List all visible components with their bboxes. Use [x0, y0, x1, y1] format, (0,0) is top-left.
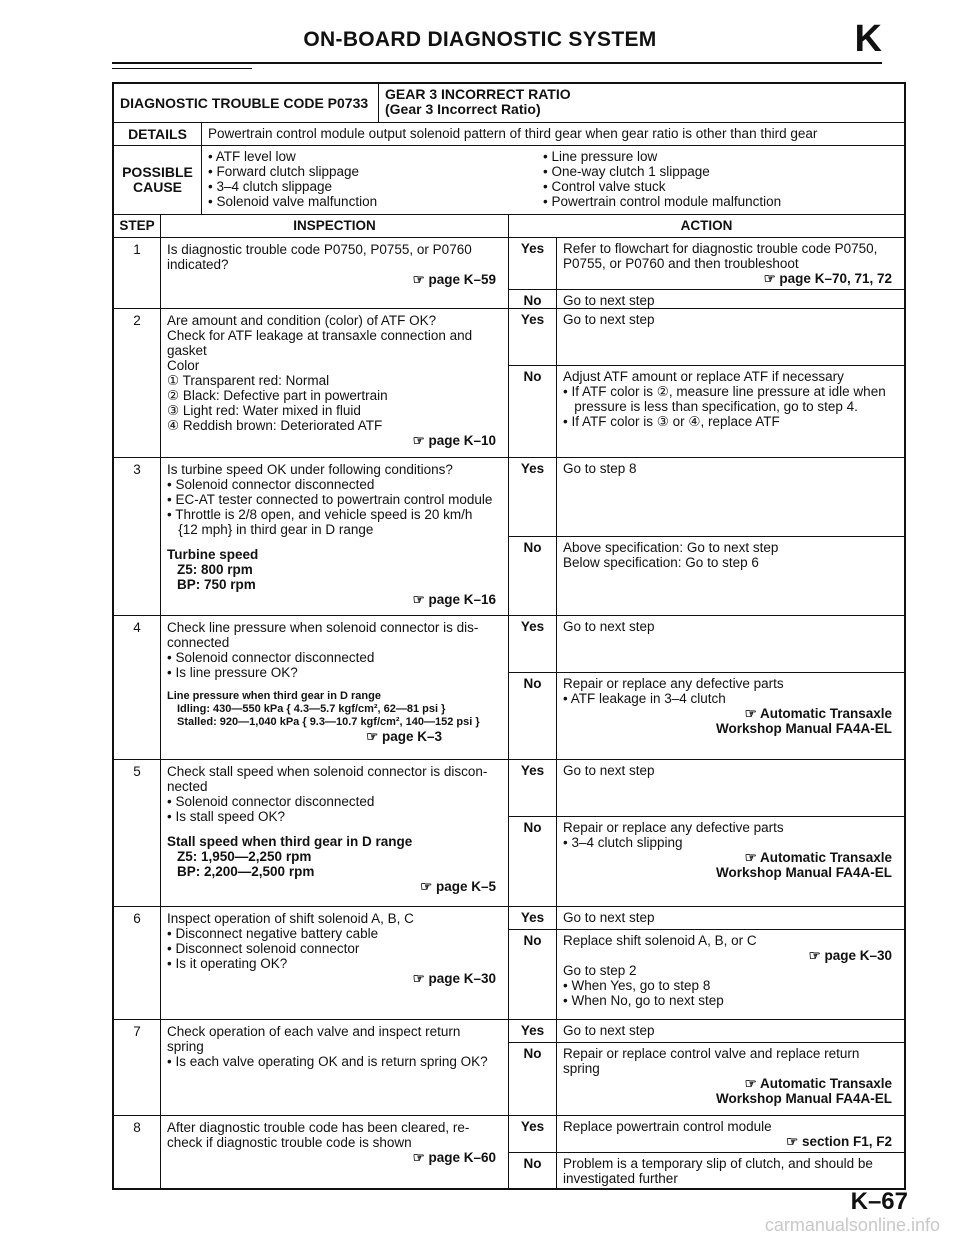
no-action	[557, 537, 904, 615]
action-line: Replace shift solenoid A, B, or C	[563, 933, 757, 948]
details-row	[114, 123, 904, 146]
no-label: No	[509, 930, 557, 1019]
outcome-yes	[509, 907, 904, 930]
no-action	[557, 1153, 904, 1189]
page-ref: ☞ page K–5	[420, 879, 496, 894]
action-line: pressure is less than specification, go to step 4.	[563, 399, 858, 414]
step-row	[114, 309, 904, 458]
inspection-line: • Throttle is 2/8 open, and vehicle speed is 20 km/h	[167, 507, 473, 522]
no-label: No	[509, 1043, 557, 1115]
page-ref: ☞ page K–59	[412, 272, 496, 287]
manual-ref: Workshop Manual FA4A-EL	[715, 721, 892, 736]
action-header: ACTION	[680, 218, 733, 233]
yes-action	[557, 1116, 904, 1152]
yes-action: Go to next step	[563, 312, 655, 327]
inspection-line: ④ Reddish brown: Deteriorated ATF	[167, 418, 383, 433]
cause-list-left	[208, 149, 543, 211]
step-outcomes	[509, 458, 904, 615]
inspection-line: • Solenoid connector disconnected	[167, 477, 375, 492]
step-row	[114, 1020, 904, 1116]
spec-line: Stalled: 920—1,040 kPa { 9.3—10.7 kgf/cm², 140—152 psi }	[177, 716, 480, 728]
page-ref: ☞ page K–16	[412, 592, 496, 607]
code-row	[114, 84, 904, 123]
inspection-line: Are amount and condition (color) of ATF OK?	[167, 313, 437, 328]
inspection-line: • Is line pressure OK?	[167, 665, 298, 680]
page-ref: ☞ page K–30	[412, 971, 496, 986]
cause-item: • ATF level low	[208, 149, 543, 164]
step-number: 5	[114, 760, 161, 906]
step-row	[114, 458, 904, 616]
yes-action: Go to next step	[563, 619, 655, 634]
step-number: 8	[114, 1116, 161, 1188]
yes-action: Go to next step	[563, 1023, 655, 1038]
inspection-line: connected	[167, 635, 230, 650]
inspection-line: spring	[167, 1039, 204, 1054]
spec-title: Stall speed when third gear in D range	[167, 834, 413, 849]
spec-line: BP: 750 rpm	[177, 577, 256, 592]
cause-label-line1: POSSIBLE	[122, 164, 193, 180]
inspection-line: Is diagnostic trouble code P0750, P0755, or P0760	[167, 242, 472, 257]
manual-ref: ☞ Automatic Transaxle	[744, 1076, 892, 1091]
page-ref: ☞ page K–30	[808, 948, 892, 963]
inspection-line: After diagnostic trouble code has been cleared, re-	[167, 1120, 470, 1135]
details-text: Powertrain control module output solenoid pattern of third gear when gear ratio is other than third gear	[208, 126, 818, 141]
step-inspection	[161, 907, 509, 1019]
yes-label: Yes	[509, 238, 557, 289]
action-line: • 3–4 clutch slipping	[563, 835, 683, 850]
yes-action	[557, 238, 904, 289]
page-ref: ☞ page K–10	[412, 433, 496, 448]
diagnostic-table	[112, 82, 906, 1190]
inspection-line: Is turbine speed OK under following conditions?	[167, 462, 453, 477]
page-title: ON-BOARD DIAGNOSTIC SYSTEM	[303, 28, 657, 51]
step-row	[114, 238, 904, 309]
yes-label: Yes	[509, 760, 557, 816]
outcome-yes	[509, 1020, 904, 1043]
yes-label: Yes	[509, 1020, 557, 1042]
inspection-line: Check stall speed when solenoid connector is discon-	[167, 764, 488, 779]
cause-label-line2: CAUSE	[132, 179, 182, 195]
step-row	[114, 616, 904, 760]
code-description	[379, 84, 904, 122]
action-line: • When No, go to next step	[563, 993, 724, 1008]
action-line: spring	[563, 1061, 600, 1076]
step-number: 3	[114, 458, 161, 615]
step-inspection	[161, 458, 509, 615]
step-outcomes	[509, 1020, 904, 1115]
yes-label: Yes	[509, 309, 557, 365]
step-outcomes	[509, 616, 904, 759]
step-outcomes	[509, 907, 904, 1019]
manual-ref: Workshop Manual FA4A-EL	[715, 865, 892, 880]
cause-list-right	[543, 149, 781, 211]
inspection-line: Color	[167, 358, 200, 373]
cause-item: • Powertrain control module malfunction	[543, 194, 781, 209]
step-inspection	[161, 238, 509, 308]
outcome-no	[509, 1043, 904, 1115]
inspection-line: check if diagnostic trouble code is shown	[167, 1135, 412, 1150]
outcome-yes	[509, 760, 904, 817]
inspection-line: • Disconnect solenoid connector	[167, 941, 360, 956]
yes-action: Go to step 8	[563, 461, 637, 476]
inspection-line: • Solenoid connector disconnected	[167, 794, 375, 809]
inspection-line: • Disconnect negative battery cable	[167, 926, 379, 941]
inspection-line: indicated?	[167, 257, 229, 272]
cause-item: • Forward clutch slippage	[208, 164, 543, 179]
yes-action: Go to next step	[563, 763, 655, 778]
manual-ref: ☞ Automatic Transaxle	[744, 706, 892, 721]
action-line: Go to step 2	[563, 963, 637, 978]
action-line: Repair or replace any defective parts	[563, 820, 784, 835]
step-inspection	[161, 1116, 509, 1188]
outcome-no	[509, 673, 904, 759]
step-number: 6	[114, 907, 161, 1019]
action-line: • ATF leakage in 3–4 clutch	[563, 691, 726, 706]
action-line: Problem is a temporary slip of clutch, and should be	[563, 1156, 873, 1171]
action-line: Repair or replace control valve and replace return	[563, 1046, 860, 1061]
no-action: Go to next step	[563, 293, 655, 308]
code-label: DIAGNOSTIC TROUBLE CODE P0733	[114, 84, 379, 122]
action-line: Replace powertrain control module	[563, 1119, 772, 1134]
inspection-line: ① Transparent red: Normal	[167, 373, 330, 388]
yes-label: Yes	[509, 616, 557, 672]
manual-ref: Workshop Manual FA4A-EL	[715, 1091, 892, 1106]
step-outcomes	[509, 238, 904, 308]
spec-line: Z5: 1,950—2,250 rpm	[177, 849, 312, 864]
yes-label: Yes	[509, 907, 557, 929]
cause-row	[114, 146, 904, 215]
section-letter: K	[854, 18, 882, 60]
inspection-line: • Is it operating OK?	[167, 956, 288, 971]
outcome-no	[509, 290, 904, 311]
action-line: Adjust ATF amount or replace ATF if necessary	[563, 369, 844, 384]
watermark: carmanualsonline.info	[764, 1215, 940, 1235]
step-number: 4	[114, 616, 161, 759]
outcome-yes	[509, 1116, 904, 1153]
step-outcomes	[509, 1116, 904, 1188]
spec-line: Z5: 800 rpm	[177, 562, 253, 577]
outcome-yes	[509, 309, 904, 366]
outcome-yes	[509, 616, 904, 673]
cause-label	[114, 146, 202, 214]
outcome-no	[509, 1153, 904, 1189]
code-desc-line2: (Gear 3 Incorrect Ratio)	[385, 101, 541, 117]
no-label: No	[509, 537, 557, 615]
outcome-yes	[509, 238, 904, 290]
step-number: 2	[114, 309, 161, 457]
inspection-line: • Is stall speed OK?	[167, 809, 286, 824]
page-ref: ☞ page K–60	[412, 1150, 496, 1165]
inspection-line: Check line pressure when solenoid connector is dis-	[167, 620, 479, 635]
cause-item: • One-way clutch 1 slippage	[543, 164, 781, 179]
spec-line: Idling: 430—550 kPa { 4.3—5.7 kgf/cm², 62—81 psi }	[177, 703, 446, 715]
action-line: Refer to flowchart for diagnostic trouble code P0750,	[563, 241, 878, 256]
inspection-line: Check operation of each valve and inspect return	[167, 1024, 461, 1039]
inspection-header: INSPECTION	[161, 215, 509, 237]
details-label: DETAILS	[114, 123, 202, 145]
step-inspection	[161, 309, 509, 457]
spec-title: Turbine speed	[167, 547, 259, 562]
page-ref: ☞ page K–70, 71, 72	[763, 271, 892, 286]
step-row	[114, 907, 904, 1020]
step-number: 7	[114, 1020, 161, 1115]
action-line: P0755, or P0760 and then troubleshoot	[563, 256, 799, 271]
yes-action: Go to next step	[563, 910, 655, 925]
cause-item: • 3–4 clutch slippage	[208, 179, 543, 194]
inspection-line: • EC-AT tester connected to powertrain control module	[167, 492, 493, 507]
page-ref: ☞ page K–3	[366, 729, 442, 744]
action-line: Repair or replace any defective parts	[563, 676, 784, 691]
no-label: No	[509, 1153, 557, 1189]
yes-label: Yes	[509, 458, 557, 536]
step-inspection	[161, 760, 509, 906]
inspection-line: Inspect operation of shift solenoid A, B, C	[167, 911, 414, 926]
step-outcomes	[509, 309, 904, 457]
step-row	[114, 1116, 904, 1188]
section-ref: ☞ section F1, F2	[786, 1134, 892, 1149]
cause-item: • Control valve stuck	[543, 179, 781, 194]
manual-ref: ☞ Automatic Transaxle	[744, 850, 892, 865]
inspection-line: Check for ATF leakage at transaxle connection and	[167, 328, 473, 343]
outcome-no	[509, 930, 904, 1019]
no-action	[557, 1043, 904, 1115]
no-label: No	[509, 673, 557, 759]
step-number: 1	[114, 238, 161, 308]
inspection-line: ③ Light red: Water mixed in fluid	[167, 403, 361, 418]
no-action	[557, 817, 904, 906]
outcome-no	[509, 366, 904, 457]
outcome-no	[509, 817, 904, 906]
action-line: • If ATF color is ③ or ④, replace ATF	[563, 414, 780, 429]
inspection-line: {12 mph} in third gear in D range	[167, 522, 374, 537]
action-line: Below specification: Go to step 6	[563, 555, 759, 570]
inspection-line: gasket	[167, 343, 207, 358]
yes-label: Yes	[509, 1116, 557, 1152]
inspection-line: • Is each valve operating OK and is return spring OK?	[167, 1054, 488, 1069]
no-label: No	[509, 290, 557, 311]
inspection-line: nected	[167, 779, 208, 794]
outcome-no	[509, 537, 904, 615]
no-action	[557, 673, 904, 759]
spec-line: BP: 2,200—2,500 rpm	[177, 864, 315, 879]
code-desc-line1: GEAR 3 INCORRECT RATIO	[385, 86, 571, 102]
header-rule	[112, 62, 882, 64]
action-line: Above specification: Go to next step	[563, 540, 779, 555]
no-label: No	[509, 817, 557, 906]
no-action	[557, 366, 904, 457]
inspection-line: • Solenoid connector disconnected	[167, 650, 375, 665]
no-action	[557, 930, 904, 1019]
step-row	[114, 760, 904, 907]
no-label: No	[509, 366, 557, 457]
header-rule-short	[112, 68, 252, 69]
action-line: • If ATF color is ②, measure line pressure at idle when	[563, 384, 886, 399]
step-header: STEP	[114, 215, 161, 237]
spec-title: Line pressure when third gear in D range	[167, 690, 381, 702]
steps-header-row	[114, 215, 904, 238]
step-inspection	[161, 1020, 509, 1115]
step-outcomes	[509, 760, 904, 906]
page-number: K–67	[850, 1188, 908, 1215]
cause-list	[202, 146, 904, 214]
cause-item: • Line pressure low	[543, 149, 781, 164]
action-line: investigated further	[563, 1171, 678, 1186]
step-inspection	[161, 616, 509, 759]
outcome-yes	[509, 458, 904, 537]
inspection-line: ② Black: Defective part in powertrain	[167, 388, 388, 403]
action-line: • When Yes, go to step 8	[563, 978, 711, 993]
cause-item: • Solenoid valve malfunction	[208, 194, 543, 209]
